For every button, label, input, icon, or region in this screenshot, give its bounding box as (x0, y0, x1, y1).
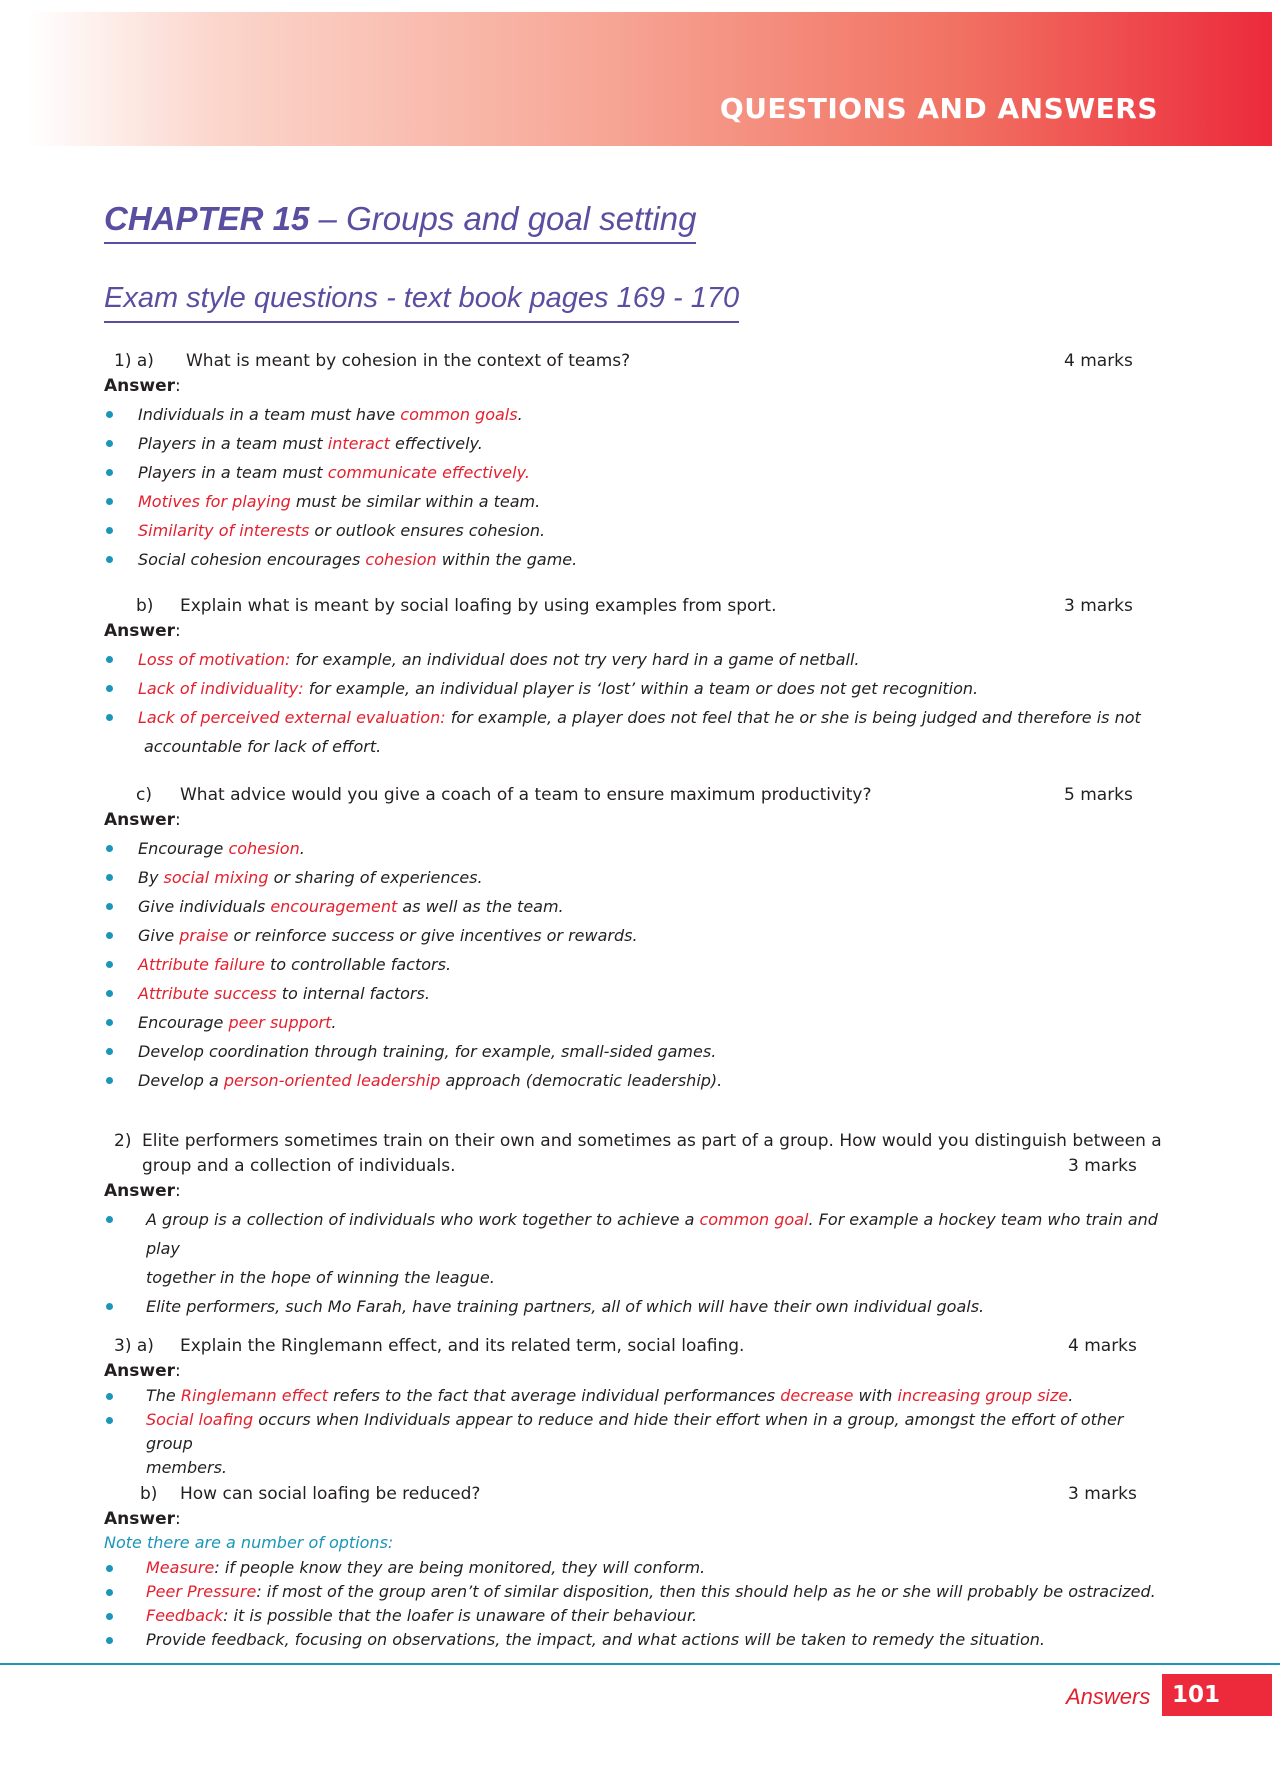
question-text: What is meant by cohesion in the context of teams? (186, 351, 631, 371)
list-item: Lack of individuality: for example, an individual player is ‘lost’ within a team or does not get recognition. (104, 674, 1144, 703)
list-item-continuation: accountable for lack of effort. (144, 737, 382, 756)
answer-label: Answer: (104, 1361, 181, 1381)
question-marks: 5 marks (1064, 785, 1133, 805)
header-title: QUESTIONS AND ANSWERS (719, 92, 1158, 125)
list-item: Similarity of interests or outlook ensures cohesion. (104, 516, 1144, 545)
answer-label: Answer: (104, 810, 181, 830)
answer-label: Answer: (104, 1181, 181, 1201)
question-marks: 4 marks (1068, 1336, 1137, 1356)
list-item: Develop a person-oriented leadership approach (democratic leadership). (104, 1066, 1144, 1095)
question-label: 1) a) (114, 351, 154, 371)
question-text: Explain the Ringlemann effect, and its related term, social loafing. (180, 1336, 745, 1356)
list-item: Encourage cohesion. (104, 834, 1144, 863)
question-text: How can social loafing be reduced? (180, 1484, 481, 1504)
list-item: Encourage peer support. (104, 1008, 1144, 1037)
list-item: Social cohesion encourages cohesion within the game. (104, 545, 1144, 574)
question-marks: 3 marks (1068, 1156, 1137, 1176)
question-label: 2) (114, 1131, 132, 1151)
list-item: Players in a team must interact effectively. (104, 429, 1144, 458)
list-item: Motives for playing must be similar within a team. (104, 487, 1144, 516)
list-item: Feedback: it is possible that the loafer is unaware of their behaviour. (104, 1604, 1164, 1628)
list-item: Provide feedback, focusing on observations, the impact, and what actions will be taken to remedy the situation. (104, 1628, 1164, 1652)
list-item: Attribute failure to controllable factors. (104, 950, 1144, 979)
answer-list (104, 1556, 1164, 1652)
answer-list (104, 834, 1144, 1095)
list-item: Develop coordination through training, for example, small-sided games. (104, 1037, 1144, 1066)
list-item: Elite performers, such Mo Farah, have training partners, all of which will have their own individual goals. (104, 1292, 1164, 1321)
answer-note: Note there are a number of options: (104, 1533, 394, 1552)
list-item: Attribute success to internal factors. (104, 979, 1144, 1008)
list-item: Lack of perceived external evaluation: for example, a player does not feel that he or she is being judged and therefore is not (104, 703, 1144, 732)
list-item: Measure: if people know they are being monitored, they will conform. (104, 1556, 1164, 1580)
list-item: Loss of motivation: for example, an individual does not try very hard in a game of netball. (104, 645, 1144, 674)
question-label: c) (136, 785, 152, 805)
list-item-continuation: together in the hope of winning the league. (146, 1268, 495, 1287)
footer-divider (0, 1663, 1280, 1665)
chapter-title: – Groups and goal setting (309, 200, 697, 237)
answer-list (104, 1384, 1164, 1480)
page-number: 101 (1162, 1674, 1272, 1716)
question-text-continuation: group and a collection of individuals. (142, 1156, 456, 1176)
question-text: Explain what is meant by social loafing by using examples from sport. (180, 596, 777, 616)
list-item: Give individuals encouragement as well as the team. (104, 892, 1144, 921)
question-text: What advice would you give a coach of a team to ensure maximum productivity? (180, 785, 872, 805)
question-text: Elite performers sometimes train on their own and sometimes as part of a group. How would you distinguish between a (142, 1131, 1162, 1151)
question-label: b) (140, 1484, 158, 1504)
question-marks: 3 marks (1064, 596, 1133, 616)
question-marks: 3 marks (1068, 1484, 1137, 1504)
list-item: Individuals in a team must have common goals. (104, 400, 1144, 429)
list-item: Give praise or reinforce success or give incentives or rewards. (104, 921, 1144, 950)
question-label: 3) a) (114, 1336, 154, 1356)
footer-label: Answers (1066, 1684, 1151, 1709)
list-item: A group is a collection of individuals who work together to achieve a common goal. For example a hockey team who train and play (104, 1205, 1164, 1263)
list-item-continuation: members. (146, 1458, 228, 1477)
list-item: By social mixing or sharing of experiences. (104, 863, 1144, 892)
answer-list (104, 400, 1144, 574)
answer-label: Answer: (104, 1509, 181, 1529)
chapter-heading (104, 200, 696, 244)
answer-list (104, 645, 1144, 761)
header-banner (28, 12, 1272, 146)
question-label: b) (136, 596, 154, 616)
list-item: Players in a team must communicate effectively. (104, 458, 1144, 487)
list-item: Social loafing occurs when Individuals appear to reduce and hide their effort when in a group, amongst the effort of other group (104, 1408, 1164, 1456)
answer-label: Answer: (104, 621, 181, 641)
answer-list (104, 1205, 1164, 1321)
list-item: The Ringlemann effect refers to the fact that average individual performances decrease with increasing group size. (104, 1384, 1164, 1408)
question-marks: 4 marks (1064, 351, 1133, 371)
answer-label: Answer: (104, 376, 181, 396)
section-subtitle: Exam style questions - text book pages 169 - 170 (104, 282, 739, 323)
chapter-number: CHAPTER 15 (104, 200, 310, 237)
list-item: Peer Pressure: if most of the group aren’t of similar disposition, then this should help as he or she will probably be ostracized. (104, 1580, 1164, 1604)
